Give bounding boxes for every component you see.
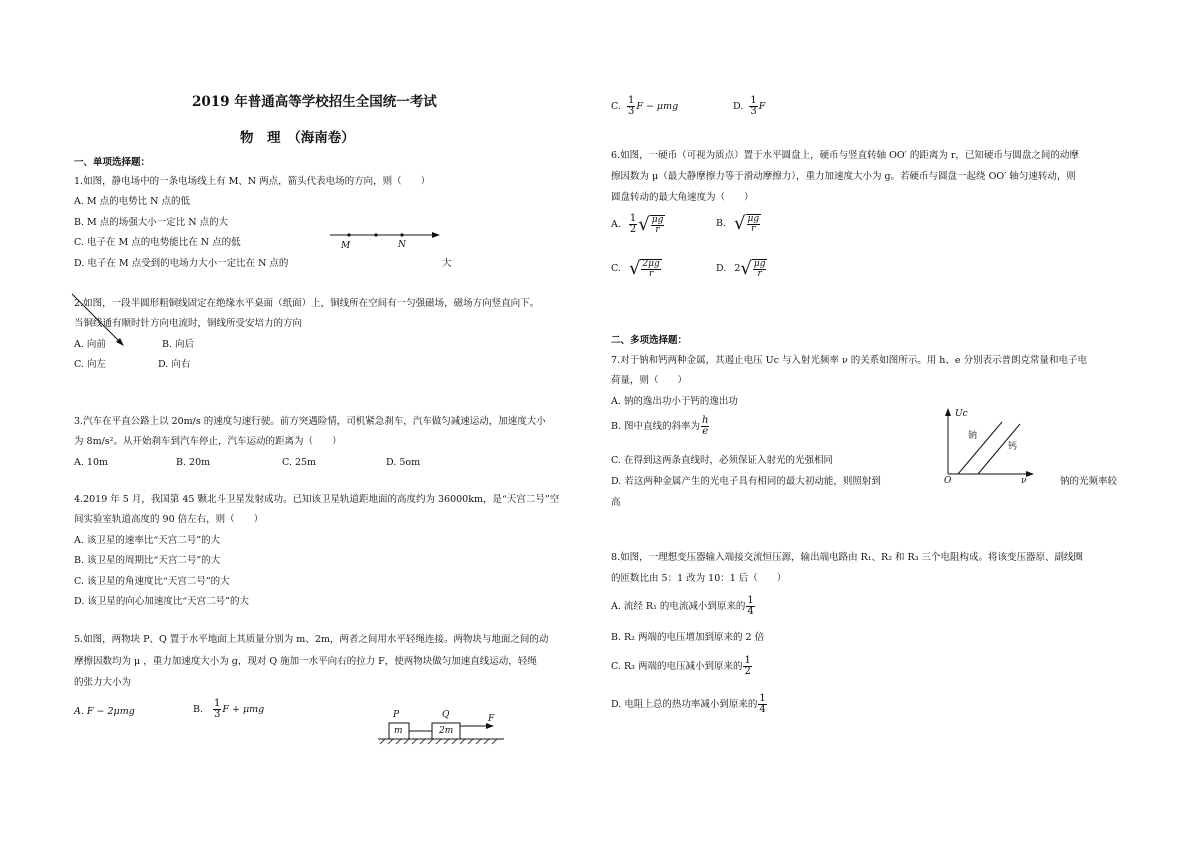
q7-stem-line2: 荷量，则（ ） (611, 375, 688, 386)
fraction-numerator: 2μg (642, 259, 660, 269)
graph-label-uc: Uc (955, 409, 968, 419)
graph-label-calcium: 钙 (1008, 442, 1018, 452)
exam-subtitle: 物 理 （海南卷） (240, 130, 355, 146)
fraction-numerator: 1 (759, 693, 766, 704)
q7-option-a: A. 钠的逸出功小于钙的逸出功 (611, 396, 738, 407)
q4-option-b: B. 该卫星的周期比“天宫二号”的大 (74, 555, 221, 566)
q7-option-d: D. 若这两种金属产生的光电子具有相同的最大初动能，则照射到 (611, 476, 881, 487)
q4-option-c: C. 该卫星的角速度比“天宫二号”的大 (74, 576, 230, 587)
fraction-denominator: e (702, 426, 709, 437)
fraction-numerator: 1 (744, 655, 751, 666)
section-single-choice-heading: 一、单项选择题： (74, 157, 151, 168)
q3-option-d: D. 5om (386, 457, 421, 468)
q5-option-d (733, 96, 765, 117)
square-root: √ $\frac{\mu g}{r}$ (638, 213, 664, 235)
q4-option-a: A. 该卫星的速率比“天宫二号”的大 (74, 535, 221, 546)
fig-label-p: P (393, 710, 400, 720)
q2-option-b: B. 向后 (162, 339, 195, 350)
q8-stem-line2: 的匝数比由 5：1 改为 10：1 后（ ） (611, 573, 787, 584)
q3-stem-line2: 为 8m/s²。从开始刹车到汽车停止，汽车运动的距离为（ ） (74, 436, 342, 447)
q6-option-b (716, 214, 761, 234)
q6-option-d (716, 259, 767, 279)
fig-label-q: Q (442, 710, 450, 720)
fraction (701, 416, 709, 437)
q2-option-d: D. 向右 (158, 359, 191, 370)
q8-option-a (611, 596, 756, 617)
q7-option-d-tail: 钠的光频率较 (1060, 476, 1118, 487)
q8-option-d (611, 694, 768, 715)
option-label: D. (733, 100, 744, 112)
q5-option-a: A. F − 2μmg (74, 706, 135, 717)
exam-title: 2019 年普通高等学校招生全国统一考试 (192, 94, 437, 110)
fraction (641, 260, 660, 279)
expression: F + μmg (222, 703, 265, 715)
q6-stem: 6.如图，一硬币（可视为质点）置于水平圆盘上，硬币与竖直转轴 OO′ 的距离为 r，已知硬币与圆盘之间的动摩 (611, 150, 1079, 161)
option-label: B. (193, 703, 204, 715)
option-label: C. R₃ 两端的电压减小到原来的 (611, 660, 743, 672)
q5-stem: 5.如图，两物块 P、Q 置于水平地面上其质量分别为 m、2m，两者之间用水平轻绳连接。两物块与地面之间的动 (74, 634, 549, 645)
square-root: √ $\frac{\mu g}{r}$ (734, 213, 760, 234)
q3-option-b: B. 20m (176, 457, 211, 468)
fraction (749, 96, 757, 117)
fraction-numerator: h (702, 415, 709, 426)
fraction-denominator: 4 (759, 704, 766, 715)
q5-option-b (193, 699, 264, 720)
q6-option-a (611, 214, 665, 235)
q6-stem-line3: 圆盘转动的最大角速度为（ ） (611, 192, 754, 203)
q7-option-c: C. 在得到这两条直线时，必须保证入射光的光强相同 (611, 455, 833, 466)
q1-option-c: C. 电子在 M 点的电势能比在 N 点的低 (74, 237, 241, 248)
fraction-denominator: 4 (747, 606, 754, 617)
fraction-numerator: μg (747, 214, 760, 224)
q2-stem: 2.如图，一段半圆形粗铜线固定在绝缘水平桌面（纸面）上，铜线所在空间有一匀强磁场，磁场方向竖直向下。 (74, 298, 540, 309)
fig-label-force-f: F (488, 714, 495, 724)
fraction-numerator: 1 (214, 698, 221, 709)
graph-label-frequency: ν (1021, 476, 1027, 486)
fraction-numerator: 1 (629, 213, 637, 224)
fraction-denominator: r (757, 269, 762, 279)
q3-option-a: A. 10m (74, 457, 108, 468)
fraction (629, 214, 637, 235)
option-label: B. (716, 218, 727, 230)
fraction-denominator: 2 (629, 224, 637, 235)
fraction (627, 96, 635, 117)
fraction (743, 656, 751, 677)
option-label: A. (611, 218, 621, 230)
q8-option-c (611, 656, 753, 677)
graph-label-sodium: 钠 (968, 431, 978, 441)
option-label: D. 电阻上总的热功率减小到原来的 (611, 698, 758, 710)
option-label: D. (716, 263, 727, 275)
fraction (651, 216, 665, 235)
q1-option-d-tail: 大 (442, 258, 452, 269)
q4-stem-line2: 间实验室轨道高度的 90 倍左右，则（ ） (74, 514, 264, 525)
fraction (746, 596, 754, 617)
q5-stem-line2: 摩擦因数均为 μ ，重力加速度大小为 g，现对 Q 施加一水平向右的拉力 F，使两物块做匀加速直线运动，轻绳 (74, 656, 537, 667)
q1-option-d: D. 电子在 M 点受到的电场力大小一定比在 N 点的 (74, 258, 289, 269)
option-label: A. 流经 R₁ 的电流减小到原来的 (611, 600, 746, 612)
q7-option-b (611, 416, 710, 437)
fraction-denominator: 3 (750, 106, 757, 117)
q6-option-c (611, 259, 662, 279)
q8-stem: 8.如图，一理想变压器输入端接交流恒压源，输出端电路由 R₁、R₂ 和 R₃ 三个电阻构成。将该变压器原、副线圈 (611, 552, 1084, 563)
graph-label-origin: O (944, 476, 952, 486)
option-label: B. 图中直线的斜率为 (611, 420, 701, 432)
q3-stem: 3.汽车在平直公路上以 20m/s 的速度匀速行驶。前方突遇险情，司机紧急刹车，汽车做匀减速运动，加速度大小 (74, 416, 546, 427)
fraction-numerator: 1 (747, 595, 754, 606)
fraction-numerator: μg (651, 214, 664, 225)
option-label: C. (611, 263, 621, 275)
fraction-denominator: 3 (214, 709, 221, 720)
q2-option-c: C. 向左 (74, 359, 106, 370)
q1-option-b: B. M 点的场强大小一定比 N 点的大 (74, 217, 229, 228)
q3-option-c: C. 25m (282, 457, 317, 468)
fraction-denominator: r (648, 269, 654, 279)
q4-option-d: D. 该卫星的向心加速度比“天宫二号”的大 (74, 596, 250, 607)
fraction (753, 260, 767, 279)
expression: F (758, 100, 766, 112)
q4-stem: 4.2019 年 5 月，我国第 45 颗北斗卫星发射成功。已知该卫星轨道距地面的高度约为 36000km，是“天宫二号”空 (74, 494, 560, 505)
q7-stem: 7.对于钠和钙两种金属，其遏止电压 Uc 与入射光频率 ν 的关系如图所示。用 h、e 分别表示普朗克常量和电子电 (611, 355, 1088, 366)
fraction (747, 215, 761, 234)
fig-label-mass-2m: 2m (439, 726, 454, 736)
square-root: √ $\frac{\mu g}{r}$ (740, 258, 766, 279)
fig-label-mass-m: m (394, 726, 403, 736)
q1-option-a: A. M 点的电势比 N 点的低 (74, 196, 190, 207)
q2-option-a: A. 向前 (74, 339, 106, 350)
fraction-denominator: r (751, 224, 756, 234)
coefficient: 2 (734, 263, 741, 275)
section-multi-choice-heading: 二、多项选择题： (611, 335, 688, 346)
fraction-numerator: 1 (750, 95, 757, 106)
q5-stem-line3: 的张力大小为 (74, 677, 132, 688)
fraction-numerator: 1 (627, 95, 635, 106)
fig-label-m: M (341, 241, 351, 251)
expression: F − μmg (636, 100, 679, 112)
square-root: √ $\frac{2\mu g}{r}$ (628, 258, 660, 279)
q2-stem-line2: 当铜线通有顺时针方向电流时，铜线所受安培力的方向 (74, 318, 303, 329)
q1-stem: 1.如图，静电场中的一条电场线上有 M、N 两点，箭头代表电场的方向，则（ ） (74, 176, 431, 187)
fraction-denominator: 3 (627, 106, 635, 117)
fraction (213, 699, 221, 720)
q8-option-b: B. R₂ 两端的电压增加到原来的 2 倍 (611, 632, 765, 643)
option-label: C. (611, 100, 621, 112)
fraction-denominator: r (655, 224, 660, 235)
q6-stem-line2: 擦因数为 μ（最大静摩擦力等于滑动摩擦力），重力加速度大小为 g。若硬币与圆盘一起绕 OO′ 轴匀速转动，则 (611, 171, 1076, 182)
q7-option-d-tail-2: 高 (611, 497, 621, 508)
fig-label-n: N (398, 240, 406, 250)
fraction (758, 694, 766, 715)
q5-option-c (611, 96, 678, 117)
fraction-denominator: 2 (744, 666, 751, 677)
fraction-numerator: μg (753, 259, 766, 269)
